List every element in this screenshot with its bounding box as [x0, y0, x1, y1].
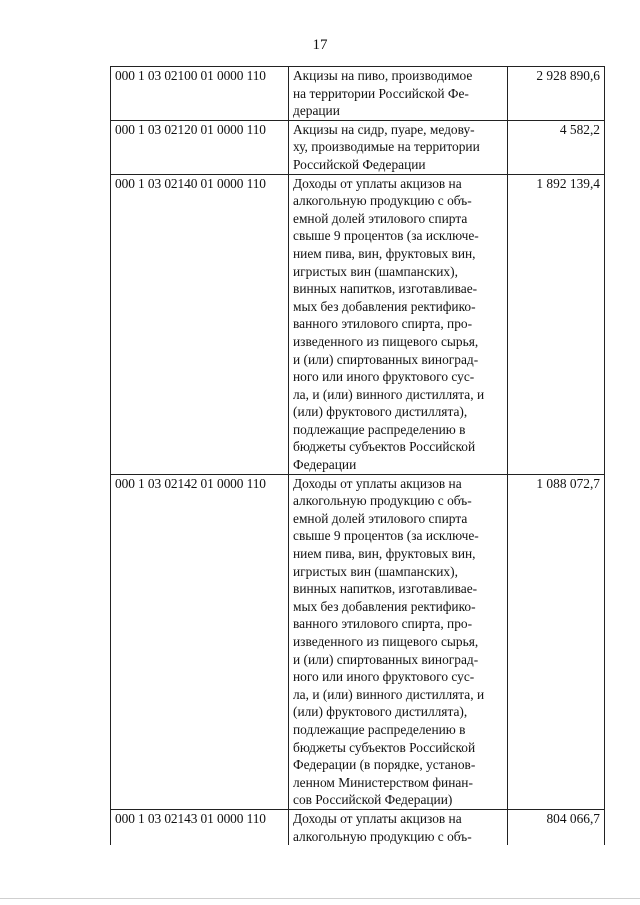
revenue-description — [289, 67, 508, 121]
description-line: свыше 9 процентов (за исключе- — [293, 528, 479, 544]
revenue-amount: 804 066,7 — [508, 809, 605, 845]
description-line: (или) фруктового дистиллята), — [293, 704, 468, 720]
budget-classification-code: 000 1 03 02140 01 0000 110 — [111, 174, 289, 474]
description-line: ного или иного фруктового сус- — [293, 369, 475, 385]
table-row — [111, 67, 605, 121]
description-line: бюджеты субъектов Российской — [293, 739, 476, 755]
description-line: игристых вин (шампанских), — [293, 563, 458, 579]
description-line: алкогольную продукцию с объ- — [293, 828, 472, 844]
description-line: ла, и (или) винного дистиллята, и — [293, 386, 485, 402]
table-row — [111, 174, 605, 474]
description-line: винных напитков, изготавливае- — [293, 581, 478, 597]
description-line: игристых вин (шампанских), — [293, 263, 458, 279]
description-line: Российской Федерации — [293, 156, 426, 172]
description-line: Доходы от уплаты акцизов на — [293, 175, 462, 191]
description-line: и (или) спиртованных виноград- — [293, 351, 479, 367]
revenue-description — [289, 174, 508, 474]
description-line: нием пива, вин, фруктовых вин, — [293, 546, 476, 562]
description-line: на территории Российской Фе- — [293, 85, 469, 101]
description-line: Акцизы на сидр, пуаре, медову- — [293, 121, 475, 137]
description-line: ху, производимые на территории — [293, 139, 480, 155]
description-line: мых без добавления ректифико- — [293, 598, 476, 614]
description-line: емной долей этилового спирта — [293, 210, 468, 226]
revenue-amount: 1 088 072,7 — [508, 474, 605, 809]
budget-classification-code: 000 1 03 02142 01 0000 110 — [111, 474, 289, 809]
description-line: изведенного из пищевого сырья, — [293, 634, 479, 649]
page-number: 17 — [312, 37, 328, 53]
description-line: Доходы от уплаты акцизов на — [293, 475, 462, 491]
description-line: Доходы от уплаты акцизов на — [293, 810, 462, 826]
description-line: ного или иного фруктового сус- — [293, 669, 475, 685]
budget-classification-code: 000 1 03 02120 01 0000 110 — [111, 120, 289, 174]
table-row — [111, 474, 605, 809]
revenue-amount: 1 892 139,4 — [508, 174, 605, 474]
description-line: ванного этилового спирта, про- — [293, 316, 473, 332]
revenue-amount: 4 582,2 — [508, 120, 605, 174]
description-line: и (или) спиртованных виноград- — [293, 651, 479, 667]
description-line: Федерации (в порядке, установ- — [293, 757, 476, 773]
description-line: свыше 9 процентов (за исключе- — [293, 228, 479, 244]
revenue-description — [289, 809, 508, 845]
description-line: подлежащие распределению в — [293, 421, 466, 437]
budget-classification-code: 000 1 03 02143 01 0000 110 — [111, 809, 289, 845]
description-line: ла, и (или) винного дистиллята, и — [293, 686, 485, 702]
table-row — [111, 809, 605, 845]
budget-revenue-table — [110, 66, 605, 845]
description-line: подлежащие распределению в — [293, 721, 466, 737]
revenue-description — [289, 474, 508, 809]
description-line: нием пива, вин, фруктовых вин, — [293, 245, 476, 261]
description-line: изведенного из пищевого сырья, — [293, 333, 479, 349]
description-line: сов Российской Федерации) — [293, 792, 453, 808]
description-line: ванного этилового спирта, про- — [293, 616, 473, 632]
description-line: алкогольную продукцию с объ- — [293, 193, 472, 209]
description-line: винных напитков, изготавливае- — [293, 281, 478, 297]
description-line: ленном Министерством финан- — [293, 774, 473, 790]
page-bottom-edge — [0, 898, 640, 899]
revenue-description — [289, 120, 508, 174]
description-line: Федерации — [293, 457, 357, 473]
description-line: мых без добавления ректифико- — [293, 298, 476, 314]
description-line: бюджеты субъектов Российской — [293, 439, 476, 455]
revenue-amount: 2 928 890,6 — [508, 67, 605, 121]
description-line: емной долей этилового спирта — [293, 510, 468, 526]
budget-classification-code: 000 1 03 02100 01 0000 110 — [111, 67, 289, 121]
description-line: (или) фруктового дистиллята), — [293, 404, 468, 420]
table-row — [111, 120, 605, 174]
description-line: алкогольную продукцию с объ- — [293, 493, 472, 509]
description-line: Акцизы на пиво, производимое — [293, 68, 473, 83]
description-line: дерации — [293, 103, 340, 119]
